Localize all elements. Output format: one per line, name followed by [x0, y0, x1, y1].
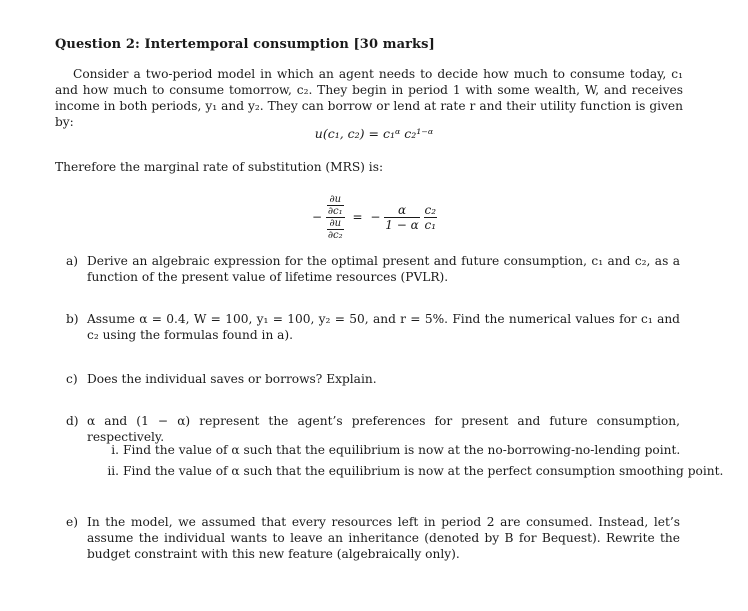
- part-b-text: Assume α = 0.4, W = 100, y₁ = 100, y₂ = 50, and r = 5%. Find the numerical values for c₁ and c₂ using the formulas found in a).: [87, 312, 680, 342]
- minus-sign: −: [312, 210, 323, 224]
- alpha-num: α: [384, 203, 419, 218]
- question-title: Question 2: Intertemporal consumption [30 marks]: [55, 37, 435, 52]
- equals-sign: =: [352, 210, 363, 224]
- part-b-label: b): [66, 312, 79, 326]
- part-e-text: In the model, we assumed that every resources left in period 2 are consumed. Instead, let’s assume the individual wants to leave an inheritance (denoted by B for Bequest). Rewrite the budget constraint with this new feature (algebraically only).: [87, 515, 680, 561]
- part-d-i: [103, 442, 680, 458]
- part-a-label: a): [66, 254, 79, 268]
- dc1: ∂c₁: [327, 206, 343, 217]
- part-d-i-text: Find the value of α such that the equilibrium is now at the no-borrowing-no-lending point.: [123, 443, 681, 457]
- part-d-ii-text: Find the value of α such that the equilibrium is now at the perfect consumption smoothing point.: [123, 464, 724, 478]
- part-b: [66, 311, 680, 343]
- question-intro: Consider a two-period model in which an agent needs to decide how much to consume today, c₁ and how much to consume tomorrow, c₂. They begin in period 1 with some wealth, W, and receives income in both periods, y₁ and y₂. They can borrow or lend at rate r and their utility function is given by:: [55, 67, 683, 129]
- part-c-text: Does the individual saves or borrows? Explain.: [87, 372, 377, 386]
- mrs-alpha-fraction: [384, 203, 419, 232]
- c2-num: c₂: [424, 203, 437, 217]
- part-d-i-label: i.: [111, 443, 119, 457]
- part-c-label: c): [66, 372, 78, 386]
- part-a: [66, 253, 680, 285]
- part-e-label: e): [66, 515, 78, 529]
- mrs-lhs-denominator: [326, 218, 345, 241]
- utility-equation: u(c₁, c₂) = c₁ᵅ c₂¹⁻ᵅ: [314, 126, 434, 141]
- mrs-intro-text: Therefore the marginal rate of substitution (MRS) is:: [55, 160, 384, 174]
- du-dc2: [327, 218, 344, 241]
- part-d-ii: [103, 463, 723, 479]
- part-c: [66, 371, 680, 387]
- part-d-ii-label: ii.: [107, 464, 119, 478]
- part-a-text: Derive an algebraic expression for the optimal present and future consumption, c₁ and c₂, as a function of the present value of lifetime resources (PVLR).: [87, 254, 680, 284]
- du-top: ∂u: [327, 194, 344, 206]
- part-d: [66, 413, 680, 445]
- du-bottom: ∂u: [327, 218, 344, 230]
- minus-sign-rhs: −: [370, 210, 381, 224]
- c1-den: c₁: [424, 218, 437, 232]
- du-dc1: [327, 194, 344, 217]
- mrs-equation: [312, 194, 437, 241]
- alpha-den: 1 − α: [385, 218, 419, 232]
- mrs-lhs-fraction: [326, 194, 345, 241]
- mrs-c-fraction: [424, 203, 438, 232]
- part-e: [66, 514, 680, 562]
- mrs-lhs-numerator: [326, 194, 345, 218]
- part-d-label: d): [66, 414, 79, 428]
- dc2: ∂c₂: [327, 230, 343, 241]
- part-d-text: α and (1 − α) represent the agent’s preferences for present and future consumption, respectively.: [87, 414, 680, 444]
